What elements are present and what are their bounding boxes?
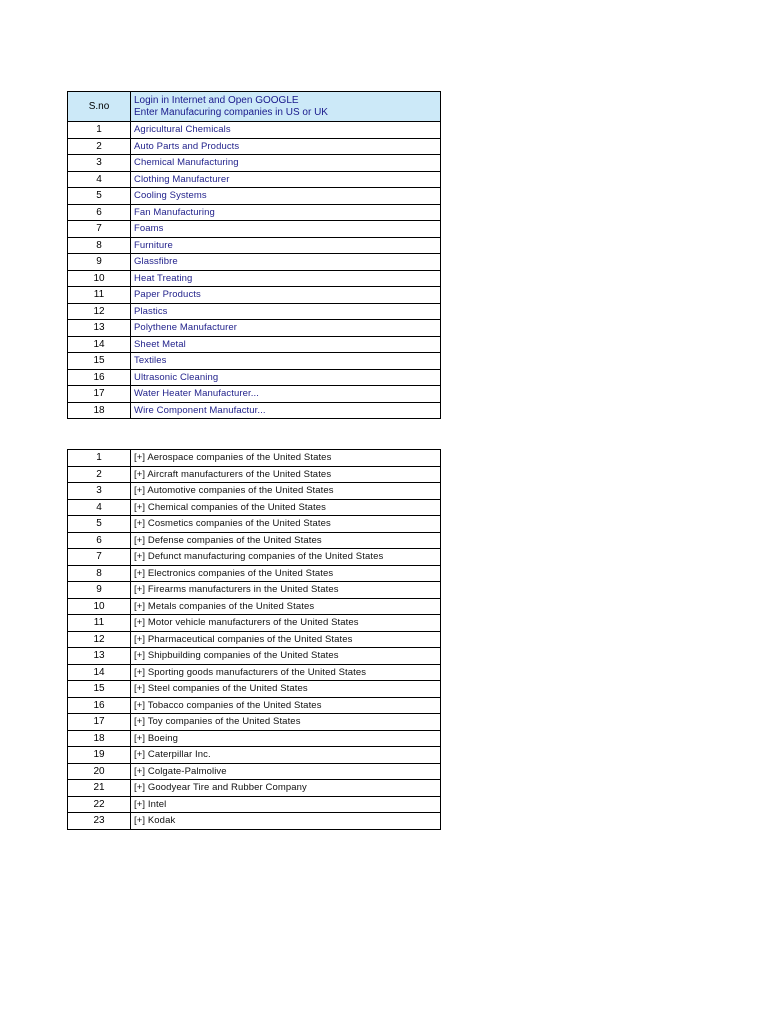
row-number: 5: [68, 516, 131, 533]
table-row: [68, 122, 441, 139]
company-category: [+] Metals companies of the United States: [131, 598, 441, 615]
row-number: 8: [68, 237, 131, 254]
table-row: [68, 254, 441, 271]
company-category: [+] Boeing: [131, 730, 441, 747]
instruction-line-1: Login in Internet and Open GOOGLE: [134, 94, 299, 106]
row-number: 16: [68, 369, 131, 386]
row-number: 17: [68, 714, 131, 731]
company-category: [+] Steel companies of the United States: [131, 681, 441, 698]
table-row: [68, 386, 441, 403]
instruction-line-2: Enter Manufacuring companies in US or UK: [134, 106, 328, 118]
row-number: 3: [68, 483, 131, 500]
table-row: [68, 763, 441, 780]
table-row: [68, 221, 441, 238]
company-category: [+] Cosmetics companies of the United States: [131, 516, 441, 533]
table-row: [68, 270, 441, 287]
row-number: 9: [68, 254, 131, 271]
table-row: [68, 188, 441, 205]
table-row: [68, 813, 441, 830]
row-number: 7: [68, 549, 131, 566]
company-category: [+] Aircraft manufacturers of the United States: [131, 466, 441, 483]
table-row: [68, 303, 441, 320]
table-row: [68, 598, 441, 615]
company-category: [+] Chemical companies of the United States: [131, 499, 441, 516]
row-number: 11: [68, 615, 131, 632]
company-category: [+] Goodyear Tire and Rubber Company: [131, 780, 441, 797]
category-link[interactable]: Glassfibre: [131, 254, 441, 271]
row-number: 4: [68, 499, 131, 516]
table-row: [68, 320, 441, 337]
category-link[interactable]: Fan Manufacturing: [131, 204, 441, 221]
category-link[interactable]: Auto Parts and Products: [131, 138, 441, 155]
company-category: [+] Sporting goods manufacturers of the United States: [131, 664, 441, 681]
category-link[interactable]: Foams: [131, 221, 441, 238]
company-category: [+] Caterpillar Inc.: [131, 747, 441, 764]
table-row: [68, 499, 441, 516]
row-number: 6: [68, 532, 131, 549]
row-number: 13: [68, 648, 131, 665]
table-row: [68, 582, 441, 599]
category-link[interactable]: Furniture: [131, 237, 441, 254]
table-row: [68, 450, 441, 467]
table-row: [68, 714, 441, 731]
table-row: [68, 516, 441, 533]
row-number: 4: [68, 171, 131, 188]
category-link[interactable]: Chemical Manufacturing: [131, 155, 441, 172]
instructions-header: [131, 92, 441, 122]
company-category: [+] Tobacco companies of the United States: [131, 697, 441, 714]
company-category: [+] Toy companies of the United States: [131, 714, 441, 731]
table-row: [68, 483, 441, 500]
company-category: [+] Kodak: [131, 813, 441, 830]
row-number: 12: [68, 631, 131, 648]
table-row: [68, 664, 441, 681]
row-number: 21: [68, 780, 131, 797]
category-link[interactable]: Plastics: [131, 303, 441, 320]
row-number: 14: [68, 664, 131, 681]
row-number: 17: [68, 386, 131, 403]
manufacturing-categories-table: [67, 91, 441, 419]
company-category: [+] Colgate-Palmolive: [131, 763, 441, 780]
table-row: [68, 171, 441, 188]
table-header-row: [68, 92, 441, 122]
row-number: 3: [68, 155, 131, 172]
sno-header: S.no: [68, 92, 131, 122]
us-company-categories-table: [67, 449, 441, 830]
company-category: [+] Defunct manufacturing companies of the United States: [131, 549, 441, 566]
category-link[interactable]: Polythene Manufacturer: [131, 320, 441, 337]
row-number: 11: [68, 287, 131, 304]
row-number: 18: [68, 402, 131, 419]
row-number: 2: [68, 138, 131, 155]
row-number: 10: [68, 270, 131, 287]
row-number: 15: [68, 353, 131, 370]
row-number: 12: [68, 303, 131, 320]
category-link[interactable]: Paper Products: [131, 287, 441, 304]
table-row: [68, 615, 441, 632]
row-number: 2: [68, 466, 131, 483]
company-category: [+] Pharmaceutical companies of the United States: [131, 631, 441, 648]
category-link[interactable]: Water Heater Manufacturer...: [131, 386, 441, 403]
row-number: 14: [68, 336, 131, 353]
company-category: [+] Motor vehicle manufacturers of the United States: [131, 615, 441, 632]
table-row: [68, 336, 441, 353]
company-category: [+] Defense companies of the United States: [131, 532, 441, 549]
table-row: [68, 549, 441, 566]
row-number: 6: [68, 204, 131, 221]
table-row: [68, 369, 441, 386]
table-row: [68, 466, 441, 483]
category-link[interactable]: Heat Treating: [131, 270, 441, 287]
row-number: 15: [68, 681, 131, 698]
table-row: [68, 532, 441, 549]
table-row: [68, 681, 441, 698]
table-row: [68, 155, 441, 172]
table-row: [68, 747, 441, 764]
category-link[interactable]: Cooling Systems: [131, 188, 441, 205]
row-number: 10: [68, 598, 131, 615]
category-link[interactable]: Ultrasonic Cleaning: [131, 369, 441, 386]
company-category: [+] Aerospace companies of the United States: [131, 450, 441, 467]
table-row: [68, 138, 441, 155]
row-number: 23: [68, 813, 131, 830]
company-category: [+] Firearms manufacturers in the United States: [131, 582, 441, 599]
table-row: [68, 353, 441, 370]
row-number: 16: [68, 697, 131, 714]
category-link[interactable]: Agricultural Chemicals: [131, 122, 441, 139]
table-row: [68, 204, 441, 221]
category-link[interactable]: Textiles: [131, 353, 441, 370]
company-category: [+] Intel: [131, 796, 441, 813]
row-number: 19: [68, 747, 131, 764]
table-row: [68, 730, 441, 747]
table-row: [68, 402, 441, 419]
row-number: 18: [68, 730, 131, 747]
company-category: [+] Shipbuilding companies of the United States: [131, 648, 441, 665]
table-row: [68, 796, 441, 813]
category-link[interactable]: Clothing Manufacturer: [131, 171, 441, 188]
table-row: [68, 780, 441, 797]
row-number: 1: [68, 122, 131, 139]
row-number: 8: [68, 565, 131, 582]
row-number: 1: [68, 450, 131, 467]
row-number: 7: [68, 221, 131, 238]
row-number: 9: [68, 582, 131, 599]
table-row: [68, 287, 441, 304]
table-row: [68, 648, 441, 665]
table-row: [68, 697, 441, 714]
row-number: 5: [68, 188, 131, 205]
company-category: [+] Automotive companies of the United States: [131, 483, 441, 500]
row-number: 22: [68, 796, 131, 813]
row-number: 13: [68, 320, 131, 337]
table-row: [68, 237, 441, 254]
category-link[interactable]: Wire Component Manufactur...: [131, 402, 441, 419]
company-category: [+] Electronics companies of the United States: [131, 565, 441, 582]
row-number: 20: [68, 763, 131, 780]
table-row: [68, 631, 441, 648]
table-row: [68, 565, 441, 582]
category-link[interactable]: Sheet Metal: [131, 336, 441, 353]
